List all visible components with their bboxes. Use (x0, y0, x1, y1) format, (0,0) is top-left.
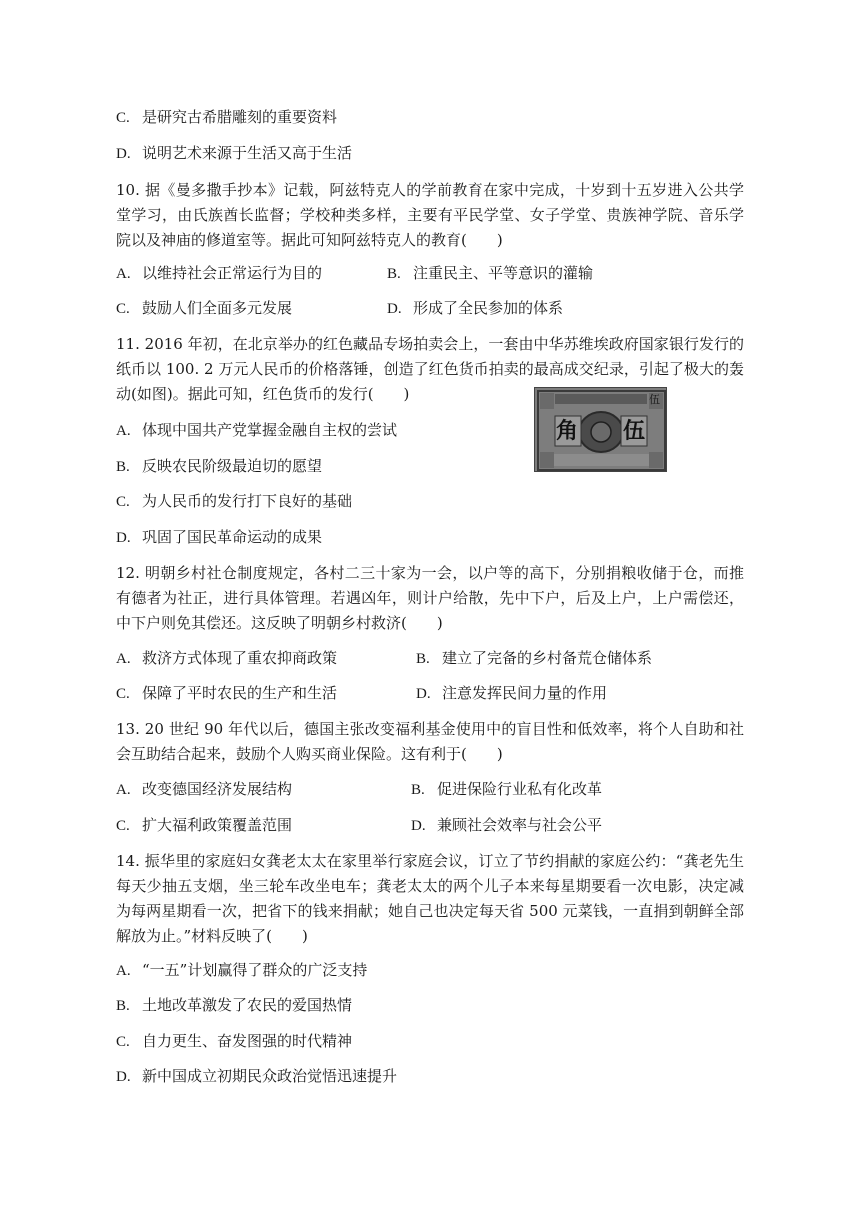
q9-option-d (116, 143, 352, 164)
option-text: 救济方式体现了重农抑商政策 (142, 649, 338, 667)
option-text: 建立了完备的乡村备荒仓储体系 (442, 649, 653, 667)
banknote-corner-char: 伍 (649, 393, 660, 406)
banknote-illustration (535, 388, 667, 472)
option-text: 自力更生、奋发图强的时代精神 (142, 1032, 353, 1050)
q10-stem: 10. 据《曼多撒手抄本》记载，阿兹特克人的学前教育在家中完成，十岁到十五岁进入公共学堂学习，由氏族酋长监督；学校种类多样，主要有平民学堂、女子学堂、贵族神学院、音乐学院以及神庙的修道室等。据此可知阿兹特克人的教育( ) (116, 181, 744, 249)
q10-option-d (387, 298, 563, 319)
q12-option-b (416, 648, 652, 669)
q10-option-c (116, 298, 292, 319)
q10-option-a (116, 263, 322, 284)
option-label: B. (116, 998, 130, 1014)
q12-option-d (416, 683, 607, 704)
option-text: 保障了平时农民的生产和生活 (142, 684, 338, 702)
banknote-char-left: 角 (556, 418, 579, 444)
option-text: 体现中国共产党掌握金融自主权的尝试 (142, 421, 398, 439)
option-text: 注重民主、平等意识的灌输 (413, 264, 594, 282)
q13-stem: 13. 20 世纪 90 年代以后，德国主张改变福利基金使用中的盲目性和低效率，将个人自助和社会互助结合起来，鼓励个人购买商业保险。这有利于( ) (116, 720, 744, 763)
q13-option-b (411, 779, 602, 800)
option-text: 兼顾社会效率与社会公平 (437, 816, 603, 834)
option-text: “一五”计划赢得了群众的广泛支持 (142, 961, 368, 979)
option-label: B. (116, 459, 130, 475)
option-label: A. (116, 423, 131, 439)
option-label: C. (116, 1034, 130, 1050)
option-label: D. (416, 686, 431, 702)
option-label: A. (116, 782, 131, 798)
q14-stem: 14. 振华里的家庭妇女龚老太太在家里举行家庭会议，订立了节约捐献的家庭公约：“龚老先生每天少抽五支烟，坐三轮车改坐电车；龚老太太的两个儿子本来每星期要看一次电影，决定减为每两星期看一次，把省下的钱来捐献；她自己也决定每天省 500 元菜钱，一直捐到朝鲜全部解放为止。”材料反映了( ) (116, 852, 744, 945)
banknote-char-right: 伍 (623, 418, 646, 444)
q13-option-d (411, 815, 602, 836)
option-label: C. (116, 686, 130, 702)
option-text: 为人民币的发行打下良好的基础 (142, 492, 353, 510)
option-text: 土地改革激发了农民的爱国热情 (142, 996, 353, 1014)
q12-option-c (116, 683, 337, 704)
q14-option-c (116, 1031, 352, 1052)
option-label: D. (411, 818, 426, 834)
option-label: C. (116, 110, 130, 126)
option-label: B. (411, 782, 425, 798)
q12-stem: 12. 明朝乡村社仓制度规定，各村二三十家为一会，以户等的高下，分别捐粮收储于仓，而推有德者为社正，进行具体管理。若遇凶年，则计户给散，先中下户，后及上户，上户需偿还，中下户则免其偿还。这反映了明朝乡村救济( ) (116, 564, 744, 632)
option-text: 形成了全民参加的体系 (413, 299, 564, 317)
option-text: 鼓励人们全面多元发展 (142, 299, 293, 317)
option-text: 扩大福利政策覆盖范围 (142, 816, 293, 834)
q14-option-d (116, 1066, 397, 1087)
q11-option-c (116, 491, 352, 512)
option-text: 促进保险行业私有化改革 (437, 780, 603, 798)
option-label: A. (116, 963, 131, 979)
option-label: C. (116, 818, 130, 834)
q11-stem: 11. 2016 年初，在北京举办的红色藏品专场拍卖会上，一套由中华苏维埃政府国家银行发行的纸币以 100. 2 万元人民币的价格落锤，创造了红色货币拍卖的最高成交纪录，引起了极大的轰动(如图)。据此可知，红色货币的发行( ) (116, 335, 744, 403)
option-label: D. (116, 146, 131, 162)
option-text: 是研究古希腊雕刻的重要资料 (142, 108, 338, 126)
option-label: A. (116, 266, 131, 282)
q13-option-c (116, 815, 292, 836)
q11-option-d (116, 527, 322, 548)
option-text: 巩固了国民革命运动的成果 (142, 528, 323, 546)
option-label: D. (387, 301, 402, 317)
option-label: B. (387, 266, 401, 282)
option-label: C. (116, 494, 130, 510)
q10-option-b (387, 263, 593, 284)
option-label: D. (116, 1069, 131, 1085)
q9-option-c (116, 107, 337, 128)
option-text: 反映农民阶级最迫切的愿望 (142, 457, 323, 475)
option-label: A. (116, 651, 131, 667)
option-text: 注意发挥民间力量的作用 (442, 684, 608, 702)
q13-option-a (116, 779, 292, 800)
option-text: 新中国成立初期民众政治觉悟迅速提升 (142, 1067, 398, 1085)
option-label: D. (116, 530, 131, 546)
q12-option-a (116, 648, 337, 669)
q14-option-b (116, 995, 352, 1016)
option-label: B. (416, 651, 430, 667)
option-text: 以维持社会正常运行为目的 (142, 264, 323, 282)
option-text: 改变德国经济发展结构 (142, 780, 293, 798)
option-text: 说明艺术来源于生活又高于生活 (142, 144, 353, 162)
red-currency-banknote-image (534, 387, 667, 472)
q14-option-a (116, 960, 367, 981)
q11-option-b (116, 456, 322, 477)
q11-option-a (116, 420, 397, 441)
option-label: C. (116, 301, 130, 317)
